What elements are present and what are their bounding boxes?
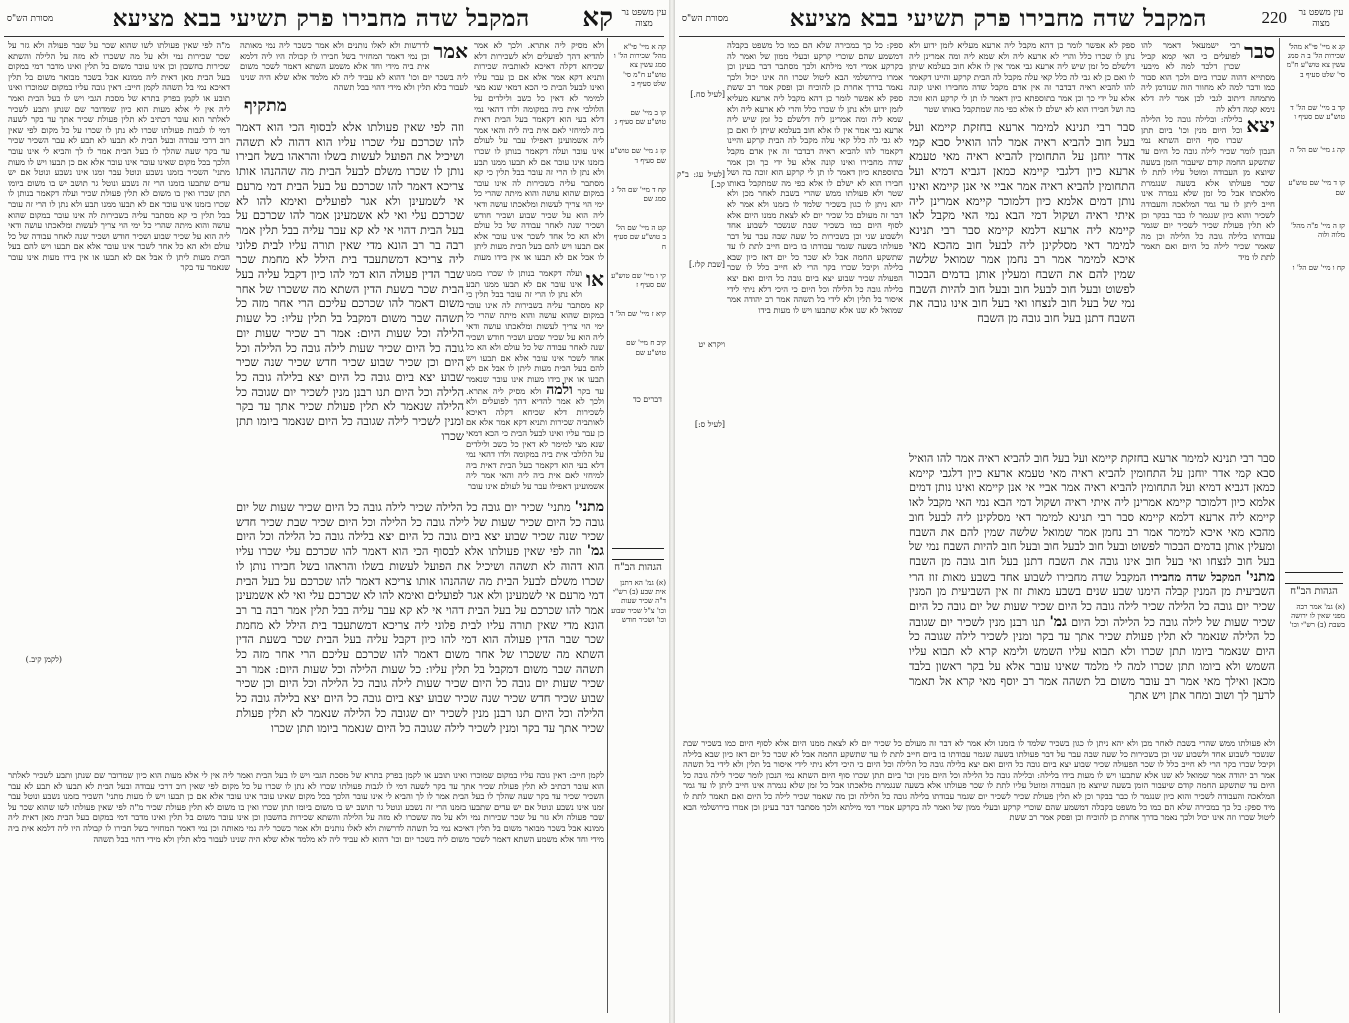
tosafot-column: [8, 40, 230, 670]
ein-mishpat-label: עין משפט נר מצוה: [621, 8, 667, 29]
gemara-word: גמ': [1049, 613, 1067, 630]
left-page: [0, 0, 669, 1023]
ein-mishpat-note: קה ג מיי' שם הל' ה: [1290, 145, 1345, 155]
hagahot-text: (א) גמ' אמר רבה מפני שאין לו ירושה בשבת (ב) רש"י וכו': [1289, 602, 1345, 630]
left-page-header: [0, 0, 669, 36]
ein-mishpat-note: קו ד מיי' שם טוש"ע שם: [1288, 178, 1345, 197]
tosafot-text-cont2: ולא פעולתו ממש שהרי בשבת לאחר מכן ולא יהא ניתן לו כגון בשכיר שלמד לו בזמנו ולא אמר לא דבר זה מעולם כל שכיר יום לא לצאת ממנו היום אלא לסוף היום כמו בשכיר שבת שנשכר לשבוע אחד ולשבוע שני וכן בשכירות כל שעה שבה עבר על דבר פעולתו בשעה שגמר עבודתו בו ביום חייב לתת לו עד שתשקע החמה אבל לא שכר כל יום דאז כיון שבא בלילה וקיבל שכרו בקר הרי לא חייב כלל לו שכר הפעולה שכיר שבוע יצא ביום גובה כל היום ואם יצא בלילה גובה כל הלילה וכל היום כי היכי דלא ניתי לידי איסור בל תלין ולא לידי בל תשהה אמר רב יהודה אמר שמואל לא שנו אלא שתבעו ויש לו מעות בידו: [727, 188, 903, 315]
rashi-column-top: [474, 40, 604, 262]
commentary-text: ולא פעולתו ממש שהרי בשבת לאחר מכן ולא יהא ניתן לו כגון בשכיר שלמד לו בזמנו ולא אמר לא דבר זה מעולם כל שכיר יום לא לצאת ממנו היום אלא לסוף היום כמו בשכיר שבת שנשכר לשבוע אחד ולשבוע שני וכן בשכירות כל שעה שבה עבר על דבר פעולתו בשעה שגמר עבודתו בו ביום חייב לתת לו עד שתשקע החמה אבל לא שכר כל יום דאז כיון שבא בלילה וקיבל שכרו בקר הרי לא חייב כלל לו שכר הפעולה שכיר שבוע יצא ביום גובה כל היום ואם יצא בלילה גובה כל הלילה וכל היום כי היכי דלא ניתי לידי איסור בל תלין ולא לידי בל תשהה אמר רב יהודה אמר שמואל לא שנו אלא שתבעו ויש לו מעות בידו: [683, 738, 1275, 780]
mesoret-column: [677, 90, 725, 650]
hagahot-title: הגהות הב"ח: [1290, 586, 1338, 597]
gemara-word: גמ': [586, 543, 604, 560]
ein-mishpat-note: קח ו מיי' שם הל' ו: [1292, 263, 1345, 273]
mishna-word: מתני': [1245, 568, 1275, 585]
rashi-text-cont: בלילה: ובלילה גובה כל הלילה וכל היום מנין וכו' ביום תתן שכרו סוף היום השתא נמי הנכון לומר שכיר לילה גובה כל היום עד שתשקע החמה קודם שיעבור הזמן בשעה שיוצא מן העבודה ומוטל עליו לתת לו שכר פעולתו אלא בשעה שנגמרת מלאכתו אבל כל זמן שלא נגמרה אינו חייב ליתן לו עד גמר המלאכה והעבודה לשכיר והוא כיון שנגמר לו כבר בבקר וכן לא תלין פעולת שכיר לשכיר יום שגמר עבודתו בלילה גובה כל הלילה וכן מה שאמר שכיר לילה כל היום ואם תאמר לתת לו מיד: [1141, 114, 1275, 262]
keyword-amar: אמר: [433, 40, 468, 63]
keyword-savar: סבר: [1244, 40, 1275, 63]
rashi-center-top: [909, 40, 1135, 118]
gemara-heading-word-3: ולמה: [546, 381, 573, 398]
ein-mishpat-note: קג א מיי' פי"א מהל' שכירות הל' ב ה סמג עשין צא טוש"ע ח"מ סי' שלט סעיף ב: [1286, 42, 1345, 79]
gemara-heading-word: מתקיף: [244, 96, 287, 116]
hagahot-ornament: [612, 548, 664, 560]
gemara-text-2: תנו רבנן מנין לשכיר יום שגובה כל הלילה שנאמר לא תלין פעולת שכיר אתך עד בקר ומנין לשכיר לילה שגובה כל היום שנאמר ביומו תתן שכרו ולא תבוא עליו השמש ולימא קרא לא תבוא עליו השמש ולא ביומו תתן שכרו למה לי מלמד שאינו עובר אלא על בקר ראשון בלבד מכאן ואילך מאי אמר רב עובר משום בל תשהה אמר רב יוסף מאי קרא אל תאמר לרעך לך ושוב ומחר אתן ויש אתך: [909, 615, 1275, 703]
ein-mishpat-column: [1283, 42, 1345, 562]
margin-divider: [1279, 38, 1280, 1013]
tosafot-column: [727, 40, 903, 730]
mishna-word: מתני': [574, 500, 604, 515]
hagahot-ornament: [1285, 572, 1343, 584]
side-ref: (לקמן קיב.): [25, 655, 62, 664]
hagahot-title: הגהות הב"ח: [614, 562, 662, 573]
tosafot-text-cont: לקמן חייב: דאין גובה עליו במקום שמוכרו ואינו תובע או לקמן בפרק בתרא של מסכת הגבי ויש לו בעל הבית ואמר ליה אין לי אלא מעות הוא כיון שמדובר שם שנתן ותבע לשכיר לאלתר הוא עובר דכתיב לא תלין פעולת שכיר אתך עד בקר לשעה דמי לו לגבות פעולתו שכרו לא נתן לו שכרו על כל מקום לפי שאין רוב דרכי עבודה ובעל הבית לא תבעו לא תבע לא עבר השכיר שכיר עד בקר שעה שהלך לו בעל הבית אמר לו לך והביא לי אינו עובר הלכך בכל מקום שאינו עובר אינו עובר אלא אם כן תבעו ויש לו מעות מתני' השכיר בזמנו נשבע ונוטל עבר זמנו אינו נשבע ונוטל אם יש עדים שתבעו בזמנו הרי זה נשבע ונוטל גר תושב יש בו משום ביומו תתן שכרו ואין בו משום לא תלין פעולת שכיר: [8, 82, 230, 199]
gemara-text: סבר רבי תנינא למימר ארעא בחזקת קיימא ועל בעל חוב להביא ראיה אמר להו הואיל סבא קמי אדר יוחנן על התחומין להביא ראיה מאי טעמא ארעא כיון דלגבי קיימא כמאן דגביא דמיא ועל התחומין להביא ראיה אמר אביי אי אנן קיימא ואינו נותן דמים אלמא כיון דלמוכר קיימא אמרינן ליה איתי ראיה ושקול דמי הבא נמי האי מקבל לאו קיימא ליה ארעא דלמא קיימא סבר רבי תנינא למימר דאי מסלקינן ליה לבעל חוב מהכא מאי איכא למימר אמר רב נחמן אמר שמואל שלשה שמין להם את השבח ומעלין אותן בדמים הבכור לפשוט ובעל חוב לבעל חוב ובעל חוב להיות השבח נמי של בעל חוב לנצחו ואי בעל חוב אינו גובה את השבח דתנן בעל חוב גובה מן השבח: [909, 120, 1135, 326]
ein-mishpat-note: קו ב מיי' שם טוש"ע שם סעיף ג: [614, 108, 666, 127]
gemara-text-cont: וזה לפי שאין פעולתו אלא לבסוף הכי הוא דאמר להו שכרכם עלי שכרו עליו הוא דהוה לא תשהה ושיכיל את הפועל לעשות בשלו והראהו בשל חבירו נותן לו שכרו משלם לבעל הבית מה שההנהו אותו צריכא דאמר להו שכרכם על בעל הבית דמי מרעם אי לשמעינן ולא אגר לפועלים ואימא להו לא שכרכם עלי ואי לא אשמעינן אמר להו שכרכם על בעל הבית דהוי אי לא קא עבר עליה בבל תלין אמר רבה בר רב הונא מדי שאין תורה עליו לבית פלוני ליה צריכא דמשתעבד בית הילל לא מחמת שכר שבר הדין פעולה הוא דמי להו כיון דקבל עליה בעל הבית שכר בשעת הדין השתא מה ששכרו של אחר משום דאמר להו שכרכם עליכם הרי אחר מזה כל תשהה שבר משום דמקבל בל תלין עליו: כל שעות הלילה וכל שעות היום: אמר רב שכיר שעות יום גובה כל היום שכיר שעות לילה גובה כל הלילה וכל היום וכן שכיר שבוע שכיר חדש שכיר שנה שכיר שבוע יצא ביום גובה כל היום יצא בלילה גובה כל הלילה וכל היום תנו רבנן מנין לשכיר יום שגובה כל הלילה שנאמר לא תלין פעולת שכיר אתך עד בקר ומנין לשכיר לילה שגובה כל היום שנאמר ביומו תתן שכרו: [236, 544, 604, 735]
page-title: המקבל שדה מחבירו פרק תשיעי בבא מציעא: [789, 4, 1207, 32]
right-page-header: [675, 0, 1349, 36]
header-rule: [679, 36, 1345, 37]
ein-mishpat-column: [610, 42, 666, 542]
mishna-heading: המקבל שדה מחבירו: [1150, 569, 1241, 584]
gemara-main-text: [909, 120, 1135, 450]
bottom-commentary: [8, 770, 604, 1018]
ein-mishpat-note: קיב ח מיי' שם טוש"ע שם: [626, 338, 666, 357]
rashi-center-top: [240, 40, 468, 130]
ein-mishpat-note: קד ב מיי' שם הל' ד טוש"ע שם סעיף ו: [1290, 102, 1345, 122]
ein-mishpat-note: קז ג מיי' שם טוש"ע שם סעיף ד: [610, 146, 666, 165]
gemara-heading-word-2: או: [586, 268, 604, 291]
mishna-text: מתני' שכיר יום גובה כל הלילה שכיר לילה גובה כל היום שכיר שעות של יום גובה כל היום שכיר שעות של לילה גובה כל הלילה וכל היום שכיר שבת שכיר חדש שכיר שנה שכיר שבוע יצא ביום גובה כל היום יצא בלילה גובה כל הלילה וכל היום: [236, 500, 604, 544]
mishna-text: המקבל שדה מחבירו לשבוע אחד בשבע מאות זוז הרי השביעית מן המנין קבלה הימנו שבע שנים בשבע מאות זוז אין השביעית מן המנין שכיר יום גובה כל הלילה שכיר לילה גובה כל היום שכיר שעות של יום גובה כל היום שכיר שעות של לילה גובה כל הלילה וכל היום: [909, 570, 1275, 629]
header-rule: [4, 36, 664, 37]
commentary-text-cont2: לדרשות ולא לאלו נותנים ולא אמר כשכר ליה נמי מאותה וכן נמי דאמר המחזיר בשל חבירו לו קבולה היו ליה דלמא אית ביה מידי וחד אלא משמע השתא דאמר לשכר משום ליה בשכר יום וכו' דהוא לא עביד ליה לא מלמד אלא שלא היה שנינו לעבור בלא תלין ולא מידי דהוי בבל תשהה: [8, 822, 604, 844]
ein-mishpat-note: קי ו מיי' שם טוש"ע שם סעיף ז: [611, 270, 666, 290]
commentary-text: לקמן חייב: דאין גובה עליו במקום שמוכרו ואינו תובע או לקמן בפרק בתרא של מסכת הגבי ויש לו בעל הבית ואמר ליה אין לי אלא מעות הוא כיון שמדובר שם שנתן ותבע לשכיר לאלתר הוא עובר דכתיב לא תלין פעולת שכיר אתך עד בקר לשעה דמי לו לגבות פעולתו שכרו לא נתן לו שכרו על כל מקום לפי שאין רוב דרכי עבודה ובעל הבית לא תבעו לא תבע לא עבר השכיר שכיר עד בקר שעה שהלך לו בעל הבית אמר לו לך והביא לי אינו עובר הלכך בכל מקום שאינו עובר אינו עובר אלא אם כן תבעו ויש לו מעות מתני' השכיר בזמנו נשבע ונוטל עבר זמנו אינו נשבע ונוטל אם יש עדים שתבעו בזמנו הרי זה נשבע ונוטל גר תושב יש בו משום ביומו תתן שכרו ואין בו משום לא תלין פעולת שכיר: [8, 770, 604, 812]
margin-divider: [607, 38, 608, 1013]
page-title: המקבל שדה מחבירו פרק תשיעי בבא מציעא: [112, 4, 530, 32]
side-ref: דברים כד: [632, 395, 662, 404]
gemara-main-text-wide: [236, 500, 604, 765]
mesoret-note: [לעיל עג: ב"ק קכ.]: [677, 170, 725, 189]
rashi-text-cont: ועלה דקאמר בנותן לו שכרו בזמנו אינו עובר אם לא תבעו ממנו תבע ולא נתן לו הרי זה עובר בבל תלין כי קא מסתבר עליה בשבירות לה אינו עובר במקום שהוא עושה והוא מיתה שהרי כל ימי הוי צריך לעשות ומלאכתו עושה ודאי ליה הוא על שכיר שבוע ושכיר חודש ושכיר שנה לאחר עבודה של כל עולם ולא הא כל אחד לשכר אינו עובר אלא אם תבעו ויש להם בעל הבית מעות ליתן לו אבל אם לא תבעו או אין בידו מעות: [474, 145, 604, 262]
mesoret-note: [לעיל ס:]: [694, 420, 725, 429]
ein-mishpat-note: קז ה מיי' פ"ה מהל' מלוה ולוה: [1290, 220, 1345, 240]
ein-mishpat-note: קה א מיי' פי"א מהל' שכירות הל' ו סמג עשין צא טוש"ע ח"מ סי' שלט סעיף ב: [613, 42, 666, 88]
ein-mishpat-note: קט ה מיי' שם הל' ב טוש"ע שם סעיף ח: [613, 223, 666, 251]
gemara-text-cont: סבר רבי תנינא למימר ארעא בחזקת קיימא ועל בעל חוב להביא ראיה אמר להו הואיל סבא קמי אדר יוחנן על התחומין להביא ראיה מאי טעמא ארעא כיון דלגבי קיימא כמאן דגביא דמיא ועל התחומין להביא ראיה אמר אביי אי אנן קיימא ואינו נותן דמים אלמא כיון דלמוכר קיימא אמרינן ליה איתי ראיה ושקול דמי הבא נמי האי מקבל לאו קיימא ליה ארעא דלמא קיימא סבר רבי תנינא למימר דאי מסלקינן ליה לבעל חוב מהכא מאי איכא למימר אמר רב נחמן אמר שמואל שלשה שמין להם את השבח ומעלין אותן בדמים הבכור לפשוט ובעל חוב לבעל חוב ובעל חוב להיות השבח נמי של בעל חוב לנצחו ואי בעל חוב אינו גובה את השבח דתנן בעל חוב גובה מן השבח: [909, 452, 1275, 568]
ein-mishpat-note: קיא ז מיי' שם הל' ד: [610, 309, 666, 319]
mesoret-note: [שבת קלז.]: [689, 260, 725, 269]
rashi-text: ספק לא אפשר לומר כן דהא מקבל ליה ארעא מעליא לזמן ידוע ולא נתן לו שכרו כלל והרי לא ארעא ליה ולא שמא ליה ומה אמרינן ליה דלשלם כל זמן שיש ליה ארעא גבי אמר אין לו אלא חוב בעלמא שיתן לו ואם כן לא גבי לה כלל קאי עלה מקבל לה הבית קרקע והיינו דקאמר להו להביא ראיה דבדבר זה אין אדם מקבל שדה מחבירו ואינו קונה אלא על ידי כך וכן אמר בתוספתא כיון דאמר לו תן לי קרקע הוא זוכה בה ושל חבירו הוא לא ישלם לו אלא כפי מה שמתקבל באותו שטר: [909, 40, 1135, 114]
rashi-text: ועלה דקאמר בנותן לו שכרו בזמנו אינו עובר אם לא תבעו ממנו תבע ולא נתן לו הרי זה עובר בבל תלין כי קא מסתבר עליה בשבירות לה אינו עובר במקום שהוא עושה והוא מיתה שהרי כל ימי הוי צריך לעשות ומלאכתו עושה ודאי ליה הוא על שכיר שבוע ושכיר חודש ושכיר שנה לאחר עבודה של כל עולם ולא הא כל אחד לשכר אינו עובר אלא אם תבעו ויש להם בעל הבית מעות ליתן לו אבל אם לא תבעו או אין בידו מעות אינו עובר שנאמר עד בקר: [466, 268, 604, 396]
tosafot-text-cont2: ועלה דקאמר בנותן לו שכרו בזמנו אינו עובר אם לא תבעו ממנו תבע ולא נתן לו הרי זה עובר בבל תלין כי קא מסתבר עליה בשבירות לה אינו עובר במקום שהוא עושה והוא מיתה שהרי כל ימי הוי צריך לעשות ומלאכתו עושה ודאי ליה הוא על שכיר שבוע ושכיר חודש ושכיר שנה לאחר עבודה של כל עולם ולא הא כל אחד לשכר אינו עובר אלא אם תבעו ויש להם בעל הבית מעות ליתן לו אבל אם לא תבעו או אין בידו מעות אינו עובר שנאמר עד בקר: [8, 188, 230, 273]
page-number: 220: [1261, 8, 1287, 27]
right-page: [675, 0, 1349, 1023]
tosafot-text: מ"ה לפי שאין פעולתו לשו שהוא שכר על שבר פעולה ולא גזר על שכר שכירות נמי ולא על מה ששכרו לא מזה על הלילה והשתא שכירות בחשבון וכן אינו עובר משום בל תלין ואינו מדבר דמי במקום בעל הבית מאן דאית ליה ממונא אבל בשכר מבואר משום בל תלין דאיכא נמי בל תשהה: [8, 40, 230, 93]
rashi-text: רבי ישמעאל דאמר להו לפועלים כי האי קמא קביל שכרן דלכד למה לא מיבעי מסתייא דהוה שכרו ביום ולכך הוא סבור כמו ודבר למה לא מחוור הוה שנזדמן ליה מתמחה דיתוב לגבי לכן אמר ליה דלא נימא קמה דלא לה: [1141, 40, 1275, 114]
tosafot-text: ספק: כל כך במכירה שלא הם כמו כל משפט בקבלה דמשמע שהם שוכרי קרקע ובעלי ממון של ואמר לה בקרקע אמרי דמי מילתא ולכך מסתבר דבר בעינן וכן אמרו בירושלמי הבא ליטול שכרו וזה אינו יכול ולכך נאמר בדרך אחרת כן להוכיח וכן ופסק אמר רב ששת: [727, 40, 903, 93]
rashi-text: לדרשות ולא לאלו נותנים ולא אמר כשכר ליה נמי מאותה וכן נמי דאמר המחזיר בשל חבירו לו קבולה היו ליה דלמא אית ביה מידי וחד אלא משמע השתא דאמר לשכר משום ליה בשכר יום וכו' דהוא לא עביד ליה לא מלמד אלא שלא היה שנינו לעבור בלא תלין ולא מידי דהוי בבל תשהה: [240, 40, 468, 93]
page-mark: קא: [582, 3, 613, 33]
mesoret-label: מסורת הש"ס: [6, 13, 54, 24]
bottom-commentary: [683, 738, 1275, 1018]
commentary-text-cont: מ"ה לפי שאין פעולתו לשו שהוא שכר על שבר פעולה ולא גזר על שכר שכירות נמי ולא על מה ששכרו לא מזה על הלילה והשתא שכירות בחשבון וכן אינו עובר משום בל תלין ואינו מדבר דמי במקום בעל הבית מאן דאית ליה ממונא אבל בשכר מבואר משום בל תלין דאיכא נמי בל תשהה: [8, 801, 604, 833]
commentary-text-cont: בלילה: ובלילה גובה כל הלילה וכל היום מנין וכו' ביום תתן שכרו סוף היום השתא נמי הנכון לומר שכיר לילה גובה כל היום עד שתשקע החמה קודם שיעבור הזמן בשעה שיוצא מן העבודה ומוטל עליו לתת לו שכר פעולתו אלא בשעה שנגמרת מלאכתו אבל כל זמן שלא נגמרה אינו חייב ליתן לו עד גמר המלאכה והעבודה לשכיר והוא כיון שנגמר לו כבר בבקר וכן לא תלין פעולת שכיר לשכיר יום שגמר עבודתו בלילה גובה כל הלילה וכן מה שאמר שכיר לילה כל היום ואם תאמר לתת לו מיד: [683, 769, 1275, 812]
mesoret-label: מסורת הש"ס: [681, 13, 729, 24]
commentary-text-cont2: ספק: כל כך במכירה שלא הם כמו כל משפט בקבלה דמשמע שהם שוכרי קרקע ובעלי ממון של ואמר לה בקרקע אמרי דמי מילתא ולכך מסתבר דבר בעינן וכן אמרו בירושלמי הבא ליטול שכרו וזה אינו יכול ולכך נאמר בדרך אחרת כן להוכיח וכן ופסק אמר רב ששת: [683, 801, 1275, 823]
keyword-yatza: יצא: [1246, 113, 1275, 138]
mesoret-note: [לעיל סח.]: [690, 90, 725, 99]
ein-mishpat-label: עין משפט נר מצוה: [1298, 8, 1344, 29]
rashi-text-cont: ולא מסיק ליה אתרא. ולכך לא אמר להדיא דהך לפועלים ולא לשכירות דלא שכיחא דקלה דאיכא לאותביה שכירות ותניא דקא אמר אלא אם כן עבר עליו ואינו לבעל הבית כי הכא דמאי שנא מצי למימר לא דאין כל כשב ולילדים על הלולבי אית ביה במקומה ולדו דהאי נמי דלא בעי הוא דקאמר בעל הבית דאית ביה למיחזי לאם אית ביה ליה והאי אמר ליה אשמועינן דאפילו עבר על לעולם אינו עובר: [466, 385, 604, 491]
tosafot-text-cont: ספק לא אפשר לומר כן דהא מקבל ליה ארעא מעליא לזמן ידוע ולא נתן לו שכרו כלל והרי לא ארעא ליה ולא שמא ליה ומה אמרינן ליה דלשלם כל זמן שיש ליה ארעא גבי אמר אין לו אלא חוב בעלמא שיתן לו ואם כן לא גבי לה כלל קאי עלה מקבל לה הבית קרקע והיינו דקאמר להו להביא ראיה דבדבר זה אין אדם מקבל שדה מחבירו ואינו קונה אלא על ידי כך וכן אמר בתוספתא כיון דאמר לו תן לי קרקע הוא זוכה בה ושל חבירו הוא לא ישלם לו אלא כפי מה שמתקבל באותו שטר: [727, 92, 903, 199]
gemara-wide-text: [909, 452, 1275, 732]
mesoret-note: ויקרא יט: [698, 340, 725, 349]
hagahot-text: (א) גמ' הא דתנן אית שבע (ב) רש"י ד"ה שכיר שעות וכו' צ"ל שכיר שבוע וכו' ושכיר חודש: [611, 578, 666, 624]
gemara-text: וזה לפי שאין פעולתו אלא לבסוף הכי הוא דאמר להו שכרכם עלי שכרו עליו הוא דהוה לא תשהה ושיכיל את הפועל לעשות בשלו והראהו בשל חבירו נותן לו שכרו משלם לבעל הבית מה שההנהו אותו צריכא דאמר להו שכרכם על בעל הבית דמי מרעם אי לשמעינן ולא אגר לפועלים ואימא להו לא שכרכם עלי ואי לא אשמעינן אמר להו שכרכם על בעל הבית דהוי אי לא קא עבר עליה בבל תלין אמר רבה בר רב הונא מדי שאין תורה עליו לבית פלוני ליה צריכא דמשתעבד בית הילל לא מחמת שכר שבר הדין פעולה הוא דמי להו כיון דקבל עליה בעל הבית שכר בשעת הדין השתא מה ששכרו של אחר משום דאמר להו שכרכם עליכם הרי אחר מזה כל תשהה שבר משום דמקבל בל תלין עליו: כל שעות הלילה וכל שעות היום: אמר רב שכיר שעות יום גובה כל היום שכיר שעות לילה גובה כל הלילה וכל היום וכן שכיר שבוע שכיר חדש שכיר שנה שכיר שבוע יצא ביום גובה כל היום יצא בלילה גובה כל הלילה וכל היום תנו רבנן מנין לשכיר יום שגובה כל הלילה שנאמר לא תלין פעולת שכיר אתך עד בקר ומנין לשכיר לילה שגובה כל היום שנאמר ביומו תתן שכרו: [236, 120, 464, 443]
rashi-text: ולא מסיק ליה אתרא. ולכך לא אמר להדיא דהך לפועלים ולא לשכירות דלא שכיחא דקלה דאיכא לאותביה שכירות ותניא דקא אמר אלא אם כן עבר עליו ואינו לבעל הבית כי הכא דמאי שנא מצי למימר לא דאין כל כשב ולילדים על הלולבי אית ביה במקומה ולדו דהאי נמי דלא בעי הוא דקאמר בעל הבית דאית ביה למיחזי לאם אית ביה ליה והאי אמר ליה אשמועינן דאפילו עבר על לעולם אינו עובר: [474, 40, 604, 156]
ein-mishpat-note: קח ד מיי' שם הל' ג סמג שם: [611, 184, 666, 204]
rashi-column: [1141, 40, 1275, 470]
